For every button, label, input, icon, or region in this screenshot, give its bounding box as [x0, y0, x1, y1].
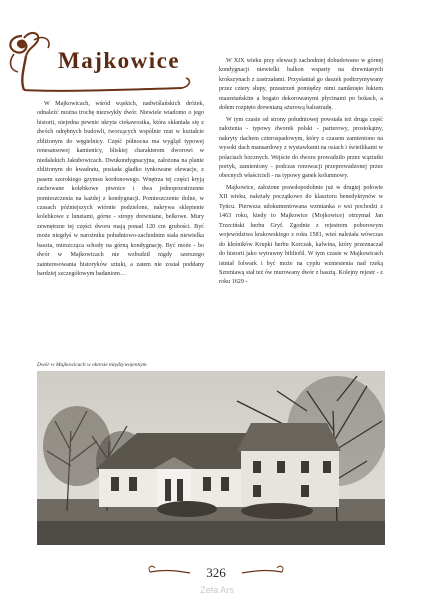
paragraph: W tym czasie od strony południowej powstała też druga część założenia - typowy dworek polski - parterowy, prostokątny, nakryty dachem czterospadowym, który z czasem zamieniono na wysoki dach mansardowy z wystawkami na osiach i świetlikami w polaciach bocznych. Wejście do dworu prowadziło przez wąziutki portyk, zamieniony - podczas renowacji przeprowadzonej przez obecnych właścicieli - na typowy ganek kolumnowy. — [219, 116, 383, 180]
paragraph: Majkowice, założone prawdopodobnie już w drugiej połowie XII wieku, należały początkowo do klasztoru benedyktynów w Tyńcu. Pierwsza udokumentowana wzmianka o wsi pochodzi z 1463 roku, kiedy to Majkowice (Mojkowice) otrzymał Jan Trzeciński herbu Gryf. Zgodnie z rejestrem poborowym województwa krakowskiego z roku 1581, wieś należała wówczas do kleśników Krupki herbu Korczak, kalwina, który przeznaczał do historii jako wytrawny bibliofil. W tym czasie w Majkowicach istniał folwark i być może na cyplu wzniesienia nad rzeką Szreniawą stał też ów murowany dwór z basztą. Kolejny rejestr - z roku 1629 - — [219, 184, 383, 286]
page-title: Majkowice — [58, 48, 181, 73]
photo-caption: Dwór w Majkowicach w okresie międzywojennym — [37, 362, 147, 368]
page-number: 326 — [206, 565, 226, 580]
watermark: Zeta Ars — [200, 585, 234, 595]
text-column-right — [219, 57, 383, 290]
paragraph: W XIX wieku przy elewacji zachodniej dobudowano w górnej kondygnacji niewielki balkon wsparty na drewnianych krokszynach z zastrzałami. Przysłaniał go daszek podtrzymywany przez cztery słupy, przestrzeń pomiędzy nimi zamknięto łukiem mauretańskim a bogato dekorowanymi płycinami po bokach, a dołem rozpięto drewnianą ażurową balustradę. — [219, 58, 383, 112]
manor-photo — [37, 371, 385, 545]
manor-house-image — [37, 371, 385, 545]
paragraph: W Majkowicach, wśród wąskich, nadwiślańskich dróżek, odnaleźć można trochę niezwykły dwór. Niewiele wiadomo o jego historii, niejedna pewnie ukryta ciekawostka, która skłaniała się z dwóch odrębnych budowli, tworzących wspólnie rzut w kształcie zbliżonym do węgielnicy. Część północna ma wygląd typowej renesansowej kamienicy, bliskiej charakterem dworowi w niedalekich Jakubowicach. Dwukondygnacyjna, założona na planie zbliżonym do kwadratu, posiada gładko tynkowane elewacje, z pasem szerokiego gzymsu kordonowego. Wnętrza tej części kryją zachowane kolebkowe piwnice i dwa jednoprzestrzenne pomieszczenia na każdej z kondygnacji. Pomieszczenie dolne, w czasach późniejszych wtórnie podzielone, nakrywa sklepienie kolebkowe z lunetami, górne - stropy drewniane, belkowe. Mury zewnętrzne tej części dworu mają ponad 120 cm grubości. Być może niegdyś w narożniku południowo-zachodnim stała niewielka baszta, mieszcząca schody na górną kondygnację. Być może - bo dwór w Majkowicach nie wzbudził nigdy szerszego zainteresowania historyków sztuki, a zatem nie został poddany bardziej szczegółowym badaniom… — [37, 101, 204, 278]
text-column-left — [37, 100, 204, 282]
